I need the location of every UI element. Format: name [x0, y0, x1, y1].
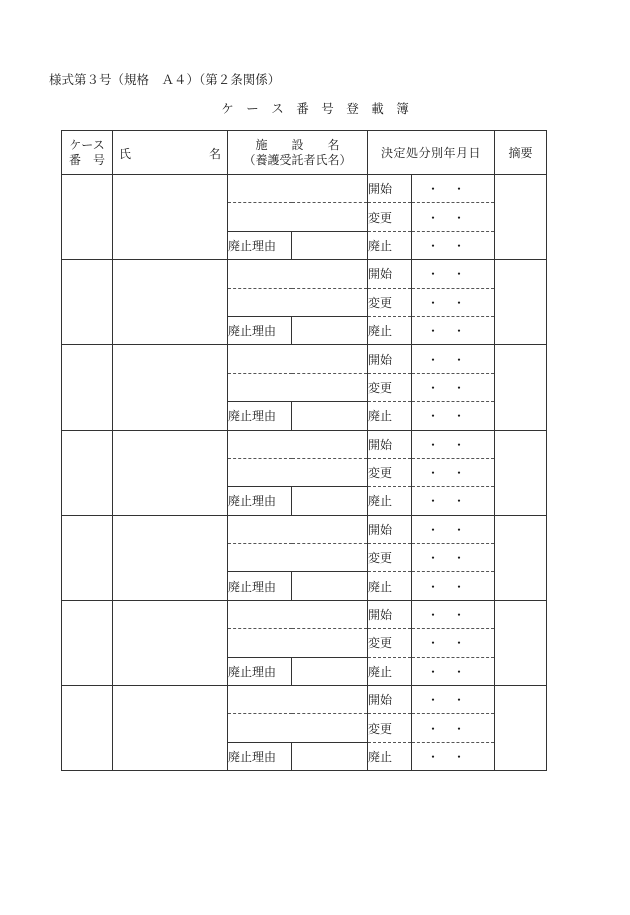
name-cell[interactable]	[113, 430, 228, 515]
case-number-cell[interactable]	[62, 260, 113, 345]
facility-cell[interactable]	[228, 175, 368, 203]
change-date-cell[interactable]	[412, 458, 495, 486]
remarks-cell[interactable]	[495, 175, 547, 260]
name-cell[interactable]	[113, 600, 228, 685]
date-placeholder: ・・	[427, 380, 480, 395]
date-placeholder: ・・	[427, 210, 480, 225]
end-date-cell[interactable]	[412, 572, 495, 600]
facility-continued-cell[interactable]	[228, 544, 368, 572]
end-reason-label: 廃止理由	[228, 231, 292, 259]
end-reason-label: 廃止理由	[228, 487, 292, 515]
change-date-cell[interactable]	[412, 373, 495, 401]
date-placeholder: ・・	[427, 324, 480, 339]
facility-cell[interactable]	[228, 600, 368, 628]
facility-continued-cell[interactable]	[228, 629, 368, 657]
date-placeholder: ・・	[427, 238, 480, 253]
end-label: 廃止	[368, 487, 412, 515]
change-label: 変更	[368, 714, 412, 742]
start-label: 開始	[368, 430, 412, 458]
start-label: 開始	[368, 260, 412, 288]
date-placeholder: ・・	[427, 466, 480, 481]
start-label: 開始	[368, 686, 412, 714]
change-date-cell[interactable]	[412, 544, 495, 572]
facility-cell[interactable]	[228, 345, 368, 373]
end-reason-label: 廃止理由	[228, 316, 292, 344]
start-date-cell[interactable]	[412, 686, 495, 714]
case-number-cell[interactable]	[62, 600, 113, 685]
date-placeholder: ・・	[427, 579, 480, 594]
start-label: 開始	[368, 175, 412, 203]
start-date-cell[interactable]	[412, 345, 495, 373]
record-row-start	[62, 515, 547, 543]
end-reason-cell[interactable]	[292, 487, 368, 515]
change-date-cell[interactable]	[412, 629, 495, 657]
end-reason-cell[interactable]	[292, 402, 368, 430]
change-date-cell[interactable]	[412, 714, 495, 742]
case-number-cell[interactable]	[62, 175, 113, 260]
end-reason-label: 廃止理由	[228, 572, 292, 600]
end-reason-cell[interactable]	[292, 572, 368, 600]
facility-cell[interactable]	[228, 515, 368, 543]
change-date-cell[interactable]	[412, 203, 495, 231]
start-label: 開始	[368, 600, 412, 628]
record-row-start	[62, 175, 547, 203]
end-reason-cell[interactable]	[292, 316, 368, 344]
case-number-cell[interactable]	[62, 345, 113, 430]
end-date-cell[interactable]	[412, 402, 495, 430]
change-date-cell[interactable]	[412, 288, 495, 316]
end-label: 廃止	[368, 231, 412, 259]
date-placeholder: ・・	[427, 352, 480, 367]
date-placeholder: ・・	[427, 409, 480, 424]
end-date-cell[interactable]	[412, 742, 495, 770]
start-date-cell[interactable]	[412, 430, 495, 458]
header-case-number	[62, 131, 113, 175]
header-name	[113, 131, 228, 175]
record-row-start	[62, 345, 547, 373]
name-cell[interactable]	[113, 175, 228, 260]
end-label: 廃止	[368, 742, 412, 770]
remarks-cell[interactable]	[495, 345, 547, 430]
header-facility-line2: （養護受託者氏名）	[243, 152, 352, 167]
header-row	[62, 131, 547, 175]
date-placeholder: ・・	[427, 750, 480, 764]
ledger-body	[62, 175, 547, 771]
start-date-cell[interactable]	[412, 260, 495, 288]
end-label: 廃止	[368, 572, 412, 600]
end-reason-cell[interactable]	[292, 657, 368, 685]
date-placeholder: ・・	[427, 182, 480, 197]
case-number-cell[interactable]	[62, 430, 113, 515]
date-placeholder: ・・	[427, 494, 480, 509]
remarks-cell[interactable]	[495, 430, 547, 515]
header-case-line1: ケース	[69, 137, 105, 152]
change-label: 変更	[368, 203, 412, 231]
end-date-cell[interactable]	[412, 316, 495, 344]
date-placeholder: ・・	[427, 664, 480, 679]
header-facility-line1: 施 設 名	[255, 137, 340, 152]
date-placeholder: ・・	[427, 522, 480, 537]
start-date-cell[interactable]	[412, 175, 495, 203]
date-placeholder: ・・	[427, 693, 480, 708]
date-placeholder: ・・	[427, 608, 480, 623]
facility-continued-cell[interactable]	[228, 458, 368, 486]
date-placeholder: ・・	[427, 636, 480, 651]
facility-continued-cell[interactable]	[228, 203, 368, 231]
facility-continued-cell[interactable]	[228, 373, 368, 401]
header-remarks: 摘要	[495, 131, 547, 175]
facility-cell[interactable]	[228, 430, 368, 458]
change-label: 変更	[368, 373, 412, 401]
end-reason-cell[interactable]	[292, 742, 368, 770]
start-date-cell[interactable]	[412, 515, 495, 543]
name-cell[interactable]	[113, 686, 228, 771]
header-name-left: 氏	[119, 147, 132, 161]
start-date-cell[interactable]	[412, 600, 495, 628]
end-date-cell[interactable]	[412, 657, 495, 685]
end-label: 廃止	[368, 657, 412, 685]
header-facility	[228, 131, 368, 175]
end-date-cell[interactable]	[412, 487, 495, 515]
change-label: 変更	[368, 458, 412, 486]
record-row-start	[62, 430, 547, 458]
remarks-cell[interactable]	[495, 686, 547, 771]
case-number-cell[interactable]	[62, 686, 113, 771]
remarks-cell[interactable]	[495, 260, 547, 345]
start-label: 開始	[368, 345, 412, 373]
change-label: 変更	[368, 629, 412, 657]
header-case-line2: 番 号	[68, 152, 105, 167]
remarks-cell[interactable]	[495, 515, 547, 600]
change-label: 変更	[368, 288, 412, 316]
remarks-cell[interactable]	[495, 600, 547, 685]
end-reason-label: 廃止理由	[228, 657, 292, 685]
date-placeholder: ・・	[427, 295, 480, 310]
record-row-start	[62, 686, 547, 714]
header-name-right: 名	[208, 147, 221, 161]
name-cell[interactable]	[113, 515, 228, 600]
start-label: 開始	[368, 515, 412, 543]
end-date-cell[interactable]	[412, 231, 495, 259]
date-placeholder: ・・	[427, 437, 480, 452]
change-label: 変更	[368, 544, 412, 572]
end-label: 廃止	[368, 402, 412, 430]
end-reason-cell[interactable]	[292, 231, 368, 259]
name-cell[interactable]	[113, 260, 228, 345]
case-register-table	[61, 130, 547, 771]
name-cell[interactable]	[113, 345, 228, 430]
header-decision-date: 決定処分別年月日	[368, 131, 495, 175]
end-reason-label: 廃止理由	[228, 742, 292, 770]
record-row-start	[62, 260, 547, 288]
document-title: ケ ー ス 番 号 登 載 簿	[221, 101, 409, 116]
end-reason-label: 廃止理由	[228, 402, 292, 430]
date-placeholder: ・・	[427, 551, 480, 566]
facility-continued-cell[interactable]	[228, 714, 368, 742]
facility-cell[interactable]	[228, 260, 368, 288]
form-number-label: 様式第３号（規格 Ａ４）（第２条関係）	[49, 72, 281, 87]
facility-cell[interactable]	[228, 686, 368, 714]
case-number-cell[interactable]	[62, 515, 113, 600]
end-label: 廃止	[368, 316, 412, 344]
record-row-start	[62, 600, 547, 628]
date-placeholder: ・・	[427, 267, 480, 282]
facility-continued-cell[interactable]	[228, 288, 368, 316]
date-placeholder: ・・	[427, 721, 480, 736]
